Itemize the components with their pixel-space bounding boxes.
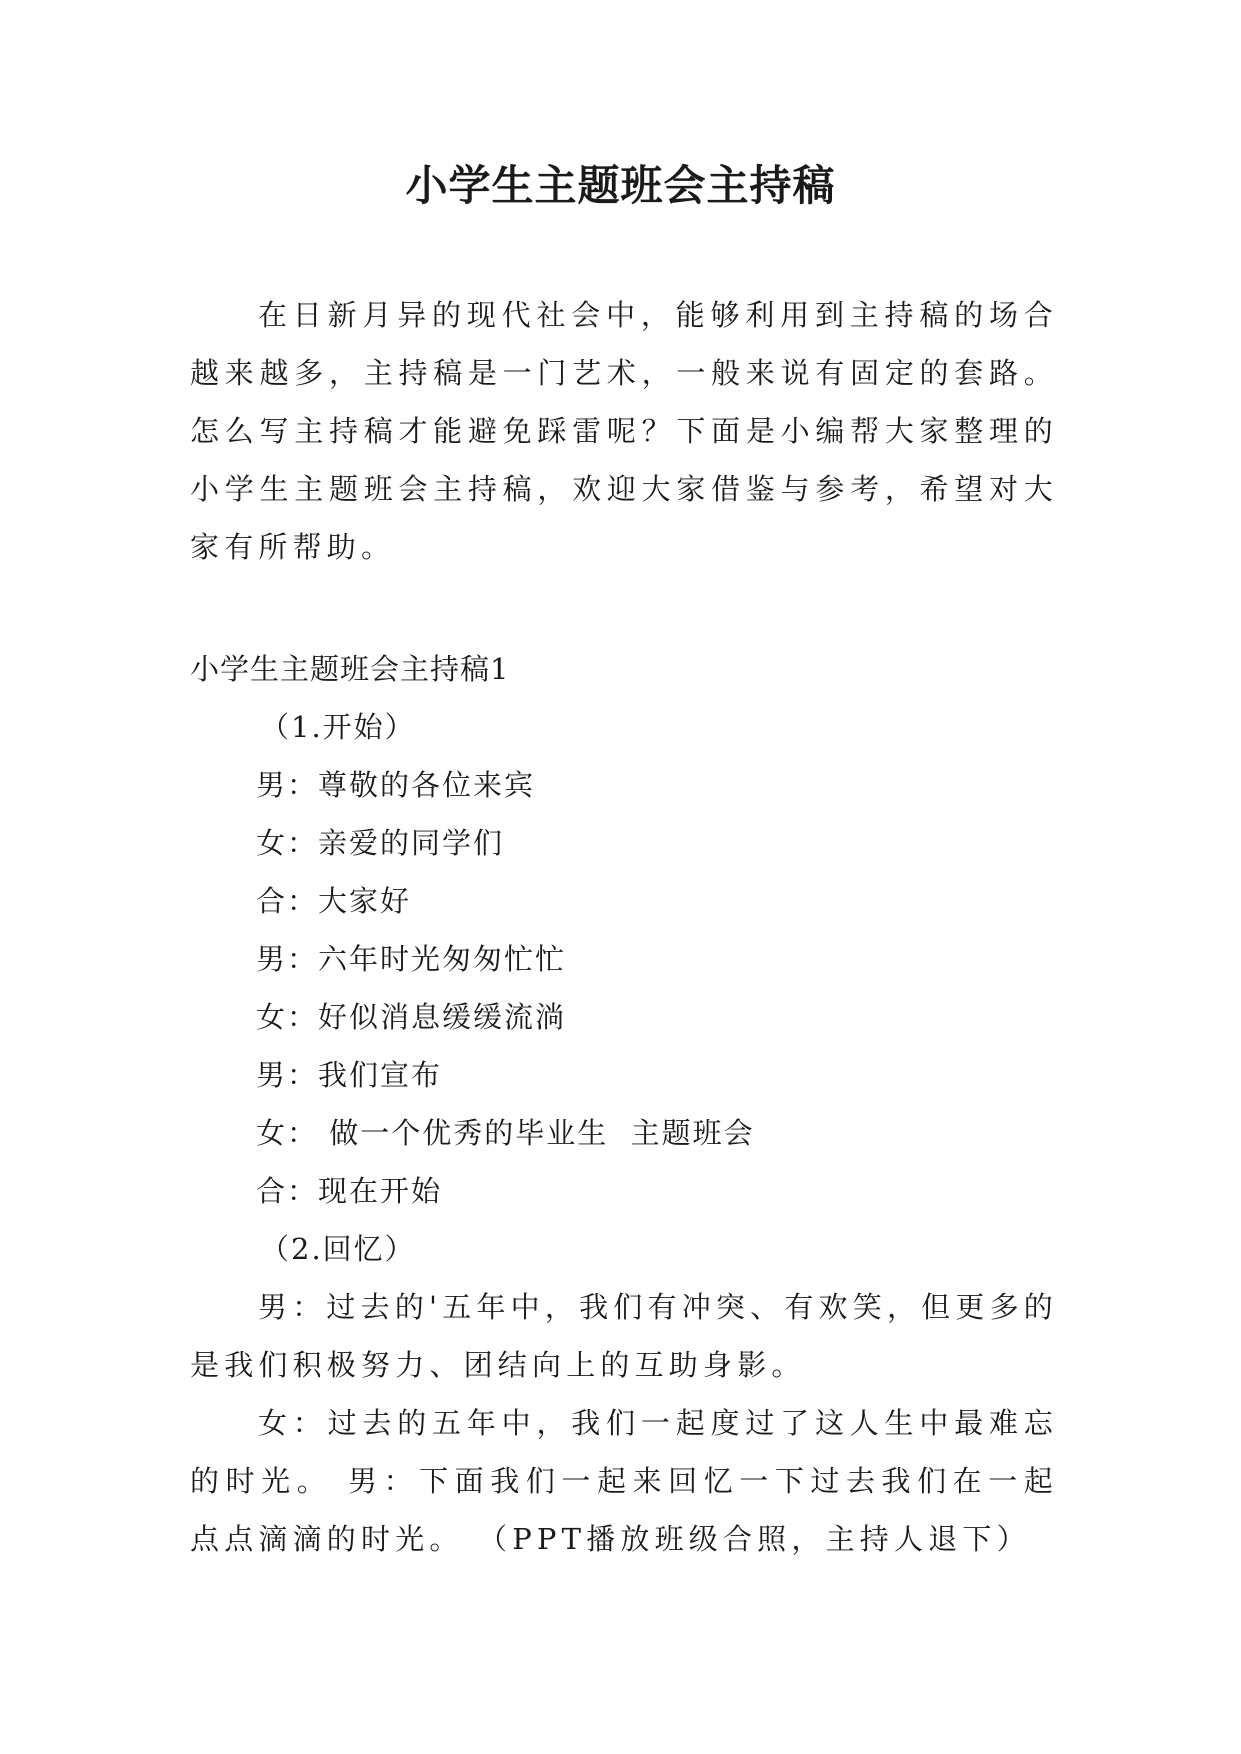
dialogue-line: 女：亲爱的同学们 — [256, 826, 505, 860]
dialogue-line: 男：我们宣布 — [256, 1058, 443, 1092]
dialogue-line: 合：现在开始 — [256, 1174, 443, 1208]
script-section — [190, 640, 1058, 1568]
dialogue-line: 女：好似消息缓缓流淌 — [256, 1000, 567, 1034]
section-title: 小学生主题班会主持稿1 — [190, 652, 510, 686]
dialogue-line: 女： 做一个优秀的毕业生 主题班会 — [256, 1116, 755, 1150]
document-title: 小学生主题班会主持稿 — [405, 161, 836, 210]
dialogue-line: 男：六年时光匆匆忙忙 — [256, 942, 567, 976]
dialogue-line: 合：大家好 — [256, 884, 412, 918]
stage-heading: （2.回忆） — [260, 1232, 416, 1266]
dialogue-paragraph: 男：过去的'五年中，我们有冲突、有欢笑，但更多的是我们积极努力、团结向上的互助身影。 — [190, 1290, 1058, 1382]
dialogue-line: 男：尊敬的各位来宾 — [256, 768, 536, 802]
stage-heading: （1.开始） — [260, 710, 416, 744]
dialogue-paragraph: 女：过去的五年中，我们一起度过了这人生中最难忘的时光。 男：下面我们一起来回忆一下过去我们在一起点点滴滴的时光。 （PPT播放班级合照，主持人退下） — [190, 1406, 1058, 1556]
intro-paragraph: 在日新月异的现代社会中，能够利用到主持稿的场合越来越多，主持稿是一门艺术，一般来说有固定的套路。怎么写主持稿才能避免踩雷呢？下面是小编帮大家整理的小学生主题班会主持稿，欢迎大家借鉴与参考，希望对大家有所帮助。 — [190, 298, 1058, 564]
